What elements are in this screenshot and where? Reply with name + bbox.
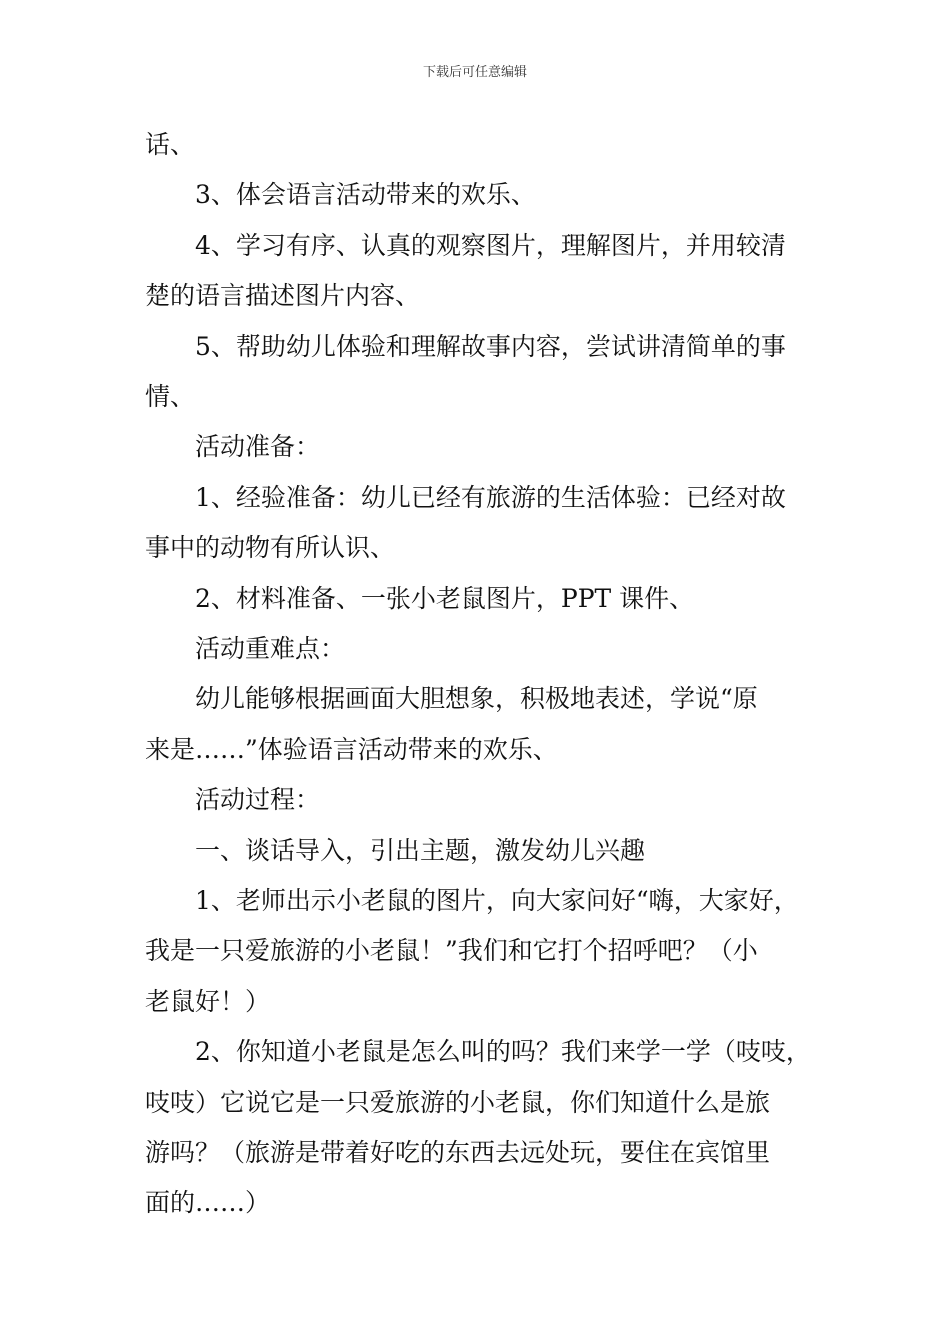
text-line: 情、 <box>145 382 196 411</box>
text-line: 老鼠好！） <box>145 986 271 1016</box>
text-line: 3、体会语言活动带来的欢乐、 <box>195 180 536 210</box>
text-line: 我是一只爱旅游的小老鼠！”我们和它打个招呼吧？（小 <box>145 936 758 966</box>
section-heading: 活动重难点： <box>195 634 346 663</box>
text-line: 面的……） <box>145 1188 271 1218</box>
page-header: 下载后可任意编辑 <box>422 65 527 80</box>
text-line: 幼儿能够根据画面大胆想象，积极地表述，学说“原 <box>195 684 758 714</box>
text-line: 游吗？（旅游是带着好吃的东西去远处玩，要住在宾馆里 <box>145 1138 771 1167</box>
text-line: 1、经验准备：幼儿已经有旅游的生活体验：已经对故 <box>195 482 786 512</box>
text-line: 2、你知道小老鼠是怎么叫的吗？我们来学一学（吱吱， <box>195 1037 811 1067</box>
text-line: 2、材料准备、一张小老鼠图片，PPT 课件、 <box>195 583 695 613</box>
text-line: 4、学习有序、认真的观察图片，理解图片，并用较清 <box>195 230 786 260</box>
section-heading: 活动过程： <box>195 785 321 815</box>
text-line: 来是……”体验语言活动带来的欢乐、 <box>145 734 558 764</box>
text-line: 事中的动物有所认识、 <box>145 533 396 563</box>
text-line: 5、帮助幼儿体验和理解故事内容，尝试讲清简单的事 <box>195 331 786 361</box>
section-heading: 活动准备： <box>195 432 321 462</box>
text-line: 楚的语言描述图片内容、 <box>145 281 421 311</box>
text-line: 1、老师出示小老鼠的图片，向大家问好“嗨，大家好， <box>195 886 799 915</box>
text-line: 一、谈话导入，引出主题，激发幼儿兴趣 <box>195 835 646 865</box>
text-line: 吱吱）它说它是一只爱旅游的小老鼠，你们知道什么是旅 <box>145 1087 771 1117</box>
text-line: 话、 <box>145 130 196 159</box>
